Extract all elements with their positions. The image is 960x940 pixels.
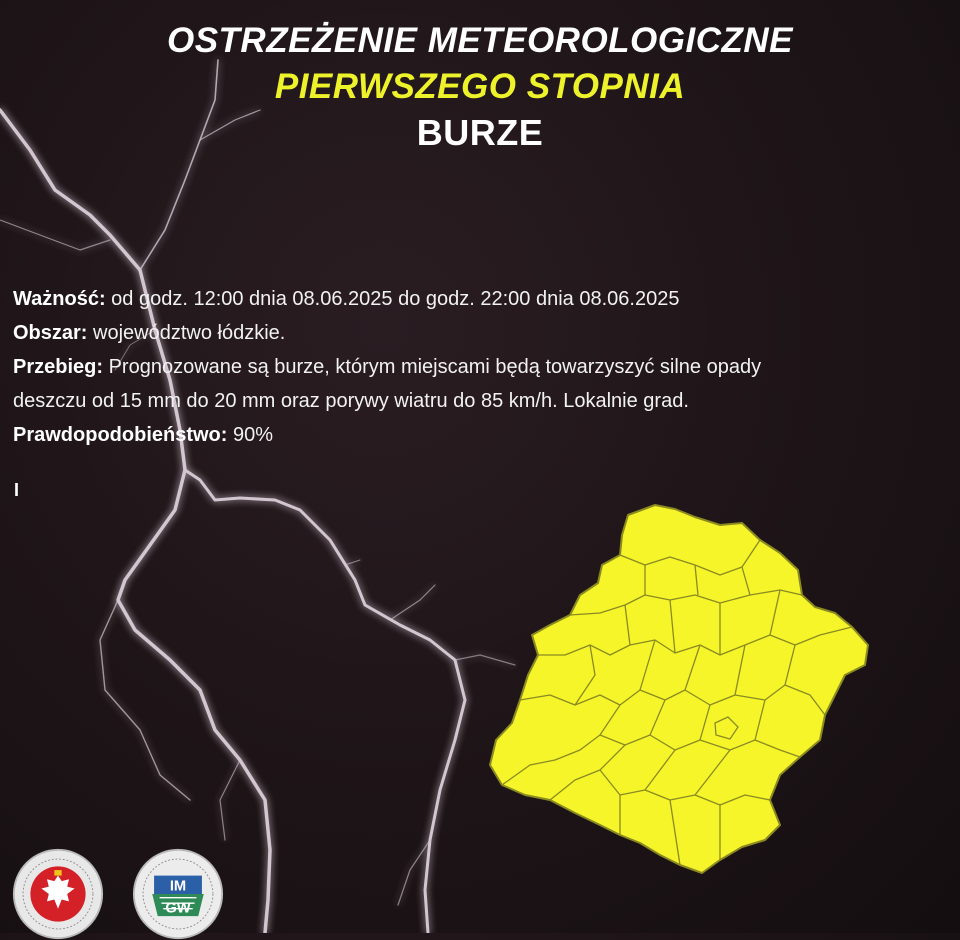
course-row xyxy=(13,350,958,384)
course-value-line1: Prognozowane są burze, którym miejscami będą towarzyszyć silne opady xyxy=(103,356,762,378)
warning-header xyxy=(0,18,960,156)
probability-value: 90% xyxy=(227,424,274,446)
probability-row xyxy=(13,418,958,452)
imgw-logo-top: IM xyxy=(169,878,187,895)
validity-row xyxy=(13,282,958,316)
warning-type: BURZE xyxy=(416,112,544,153)
imgw-logo-bottom: GW xyxy=(165,900,191,917)
warning-details xyxy=(13,282,958,452)
warning-title: OSTRZEŻENIE METEOROLOGICZNE xyxy=(166,21,794,60)
validity-label: Ważność: xyxy=(13,288,106,310)
imgw-logo xyxy=(132,848,224,940)
probability-label: Prawdopodobieństwo: xyxy=(13,424,228,446)
area-label: Obszar: xyxy=(13,322,88,344)
area-value: województwo łódzkie. xyxy=(87,322,286,344)
stray-mark: I xyxy=(14,480,20,500)
area-row xyxy=(13,316,958,350)
course-label: Przebieg: xyxy=(13,356,104,378)
validity-value: od godz. 12:00 dnia 08.06.2025 do godz. 22:00 dnia 08.06.2025 xyxy=(105,288,680,310)
course-value-line2: deszczu od 15 mm do 20 mm oraz porywy wiatru do 85 km/h. Lokalnie grad. xyxy=(13,390,689,412)
lodz-voivodeship-map-icon xyxy=(480,495,880,880)
course-row-continued xyxy=(13,384,958,418)
rcb-eagle-logo xyxy=(12,848,104,940)
warning-level: PIERWSZEGO STOPNIA xyxy=(274,67,686,106)
